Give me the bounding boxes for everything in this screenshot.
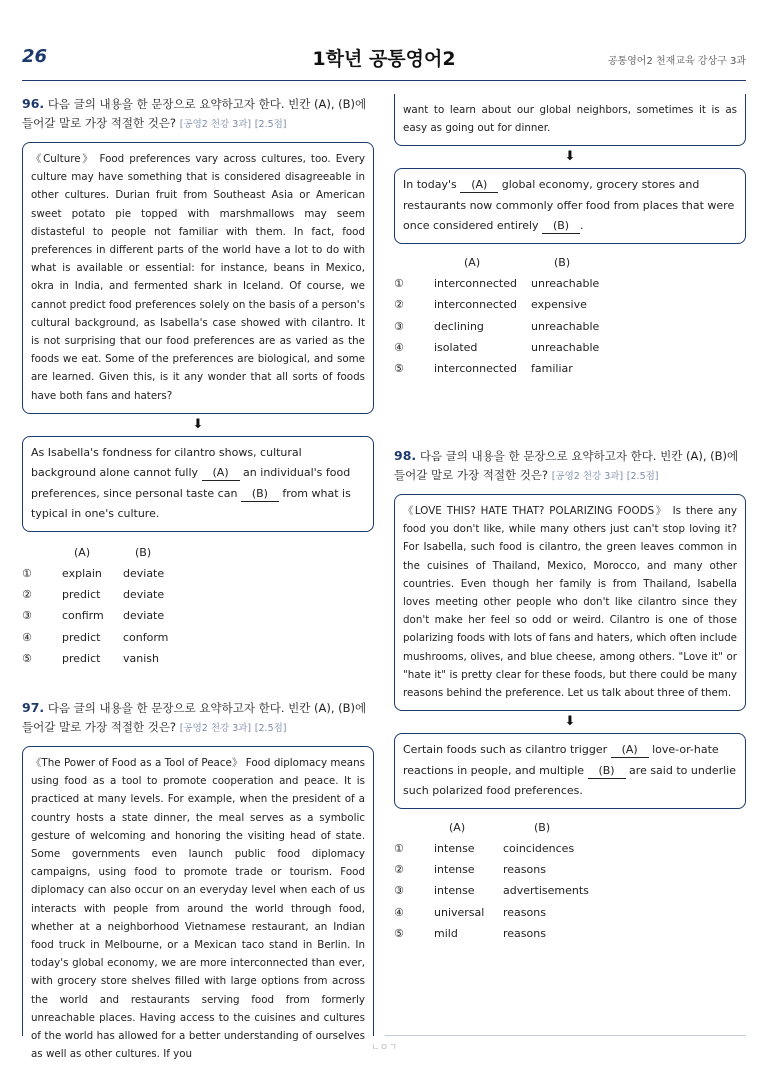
question-97-source: [공영2 천강 3과] <box>179 723 252 734</box>
down-arrow-icon: ⬇ <box>564 149 576 165</box>
question-98-passage: 《LOVE THIS? HATE THAT? POLARIZING FOODS》 Is there any food you don't like, while many others just can't stop loving it? For Isabella, such food is cilantro, the green leaves common in the cuisines of Thailand, Mexico, Morocco, and many other countries. Even though her family is from Thailand, Isabella loves meeting other people who don't like cilantro since they don't make her feel so odd or weird. Cilantro is one of those polarizing foods with lots of fans and haters, which often include mushrooms, olives, and blue cheese, among others. "Love it" or "hate it" is pretty clear for these foods, but there could be many reasons behind the preference. Let us talk about three of them. <box>394 494 746 711</box>
choice-a: intense <box>434 884 475 898</box>
header-subject: 공통영어2 천재교육 강상구 3과 <box>607 56 746 67</box>
question-97-choices <box>394 273 746 379</box>
choice-option[interactable] <box>394 902 746 923</box>
right-column <box>394 94 746 940</box>
question-96-points: [2.5점] <box>254 119 287 130</box>
summary-text: global economy, grocery stores and restaurants now commonly offer food from places that were once considered entirely <box>403 178 735 233</box>
choice-number: ④ <box>22 630 32 644</box>
choice-option[interactable] <box>22 605 374 626</box>
choice-b: deviate <box>123 609 165 623</box>
choice-b: conform <box>123 630 169 644</box>
choice-a: declining <box>434 319 484 333</box>
choice-b: unreachable <box>531 340 600 354</box>
choice-b: reasons <box>503 905 546 919</box>
choice-a: mild <box>434 926 458 940</box>
choice-option[interactable] <box>394 358 746 379</box>
choice-a: universal <box>434 905 485 919</box>
choice-b: deviate <box>123 566 165 580</box>
choice-number: ① <box>22 566 32 580</box>
choice-a: isolated <box>434 340 478 354</box>
blank-b: (B) <box>588 763 626 779</box>
choice-a: predict <box>62 630 101 644</box>
question-97-passage-continued: want to learn about our global neighbors, sometimes it is as easy as going out for dinner. <box>394 94 746 146</box>
choice-a: interconnected <box>434 362 517 376</box>
choice-b: unreachable <box>531 319 600 333</box>
blank-b: (B) <box>542 218 580 234</box>
choice-b: vanish <box>123 652 159 666</box>
choice-b: reasons <box>503 926 546 940</box>
choice-option[interactable] <box>394 294 746 315</box>
page-number: 26 <box>22 46 48 67</box>
header-divider <box>22 80 746 81</box>
choice-b: expensive <box>531 298 587 312</box>
summary-text: . <box>580 219 584 233</box>
summary-text: from what is typical in one's culture. <box>31 486 351 521</box>
summary-text: Certain foods such as cilantro trigger <box>403 743 611 757</box>
question-96 <box>22 94 374 669</box>
summary-text: As Isabella's fondness for cilantro shows, cultural background alone cannot fully <box>31 445 302 480</box>
question-97-points: [2.5점] <box>254 723 287 734</box>
choice-number: ④ <box>394 905 404 919</box>
choice-number: ⑤ <box>22 652 32 666</box>
choice-option[interactable] <box>394 273 746 294</box>
choice-a: predict <box>62 652 101 666</box>
choice-option[interactable] <box>394 923 746 944</box>
blank-a: (A) <box>202 465 240 481</box>
footer-mark: ㄴㅇㄱ <box>370 1043 398 1053</box>
question-98 <box>394 446 746 944</box>
question-98-number: 98. <box>394 448 417 463</box>
choice-header <box>22 542 374 563</box>
blank-a: (A) <box>611 742 649 758</box>
question-97-continued <box>394 94 746 379</box>
blank-a: (A) <box>460 177 498 193</box>
summary-text: love-or-hate reactions in people, and multiple <box>403 743 719 777</box>
choice-option[interactable] <box>394 316 746 337</box>
choice-b: coincidences <box>503 841 575 855</box>
down-arrow-icon: ⬇ <box>564 714 576 730</box>
question-97-number: 97. <box>22 700 45 715</box>
choice-header-a: (A) <box>74 545 91 559</box>
question-98-summary <box>394 733 746 809</box>
question-96-choices <box>22 563 374 669</box>
down-arrow-icon: ⬇ <box>192 416 204 432</box>
choice-number: ② <box>394 298 404 312</box>
choice-b: familiar <box>531 362 573 376</box>
choice-a: explain <box>62 566 102 580</box>
choice-option[interactable] <box>22 627 374 648</box>
footer-divider <box>385 1035 746 1036</box>
question-97-summary <box>394 168 746 244</box>
choice-a: intense <box>434 841 475 855</box>
blank-b: (B) <box>241 486 279 502</box>
question-97-text: 다음 글의 내용을 한 문장으로 요약하고자 한다. 빈칸 (A), (B)에 들어갈 말로 가장 적절한 것은? <box>22 701 367 734</box>
choice-header-a: (A) <box>449 820 466 834</box>
question-96-number: 96. <box>22 96 45 111</box>
question-96-source: [공영2 천강 3과] <box>179 119 252 130</box>
choice-number: ⑤ <box>394 926 404 940</box>
choice-a: intense <box>434 863 475 877</box>
choice-number: ③ <box>394 319 404 333</box>
question-98-text: 다음 글의 내용을 한 문장으로 요약하고자 한다. 빈칸 (A), (B)에 들어갈 말로 가장 적절한 것은? <box>394 449 739 482</box>
summary-text: In today's <box>403 178 461 192</box>
choice-number: ④ <box>394 340 404 354</box>
choice-option[interactable] <box>394 838 746 859</box>
choice-option[interactable] <box>394 880 746 901</box>
choice-a: interconnected <box>434 298 517 312</box>
choice-number: ① <box>394 841 404 855</box>
choice-number: ② <box>22 588 32 602</box>
question-98-stem <box>394 446 746 486</box>
choice-header-a: (A) <box>464 255 481 269</box>
choice-number: ⑤ <box>394 362 404 376</box>
question-97-stem <box>22 698 374 738</box>
choice-header <box>394 252 746 273</box>
question-98-choices <box>394 838 746 944</box>
choice-header-b: (B) <box>135 545 152 559</box>
question-98-source: [공영2 천강 3과] <box>551 471 624 482</box>
choice-a: predict <box>62 588 101 602</box>
choice-header-b: (B) <box>554 255 571 269</box>
question-98-points: [2.5점] <box>626 471 659 482</box>
choice-b: deviate <box>123 588 165 602</box>
choice-option[interactable] <box>22 648 374 669</box>
summary-text: an individual's food preferences, since personal taste can <box>31 466 351 500</box>
choice-number: ③ <box>394 884 404 898</box>
choice-option[interactable] <box>394 337 746 358</box>
choice-option[interactable] <box>22 563 374 584</box>
choice-option[interactable] <box>394 859 746 880</box>
question-96-passage: 《Culture》 Food preferences vary across cultures, too. Every culture may have something that is considered disagreeable in other cultures. Durian fruit from Southeast Asia or American sweet potato pie topped with marshmallows may seem distasteful to people not familiar with them. In fact, food preferences in different parts of the world have a lot to do with what is available or essential: for instance, beans in Mexico, okra in India, and fermented shark in Iceland. Of course, we cannot predict food preferences solely on the basis of a person's cultural background, as Isabella's case showed with cilantro. It is not surprising that our food preferences are as varied as the foods we eat. Some of the preferences are biological, and some are learned. Given this, is it any wonder that all sorts of foods have both fans and haters? <box>22 142 374 414</box>
left-column <box>22 94 374 1061</box>
choice-option[interactable] <box>22 584 374 605</box>
choice-number: ② <box>394 863 404 877</box>
choice-header-b: (B) <box>534 820 551 834</box>
choice-a: interconnected <box>434 276 517 290</box>
summary-text: are said to underlie such polarized food preferences. <box>403 763 736 798</box>
choice-b: reasons <box>503 863 546 877</box>
choice-number: ① <box>394 276 404 290</box>
question-96-text: 다음 글의 내용을 한 문장으로 요약하고자 한다. 빈칸 (A), (B)에 들어갈 말로 가장 적절한 것은? <box>22 97 367 130</box>
question-97 <box>22 698 374 1061</box>
choice-number: ③ <box>22 609 32 623</box>
choice-b: advertisements <box>503 884 589 898</box>
page-title: 1학년 공통영어2 <box>312 48 456 70</box>
question-96-stem <box>22 94 374 134</box>
choice-b: unreachable <box>531 276 600 290</box>
question-96-summary <box>22 436 374 532</box>
choice-header <box>394 817 746 838</box>
choice-a: confirm <box>62 609 104 623</box>
question-97-passage: 《The Power of Food as a Tool of Peace》 Food diplomacy means using food as a tool to promote cooperation and peace. It is practiced at many levels. For example, when the president of a country hosts a state dinner, the meal serves as a symbolic gesture of welcoming and honoring the visiting head of state. Some governments even launch public food diplomacy campaigns, using food to promote trade or tourism. Food diplomacy can also occur on an everyday level when each of us interacts with people from around the world through food, whether at a neighborhood Vietnamese restaurant, an Indian food truck in Melbourne, or a Mexican taco stand in Berlin. In today's global economy, we are more interconnected than ever, with grocery store shelves filled with large options from across the world and restaurants serving food from formerly unreachable places. Having access to the cuisines and cultures of the world has allowed for a better understanding of ourselves as well as other cultures. If you <box>22 746 374 1036</box>
